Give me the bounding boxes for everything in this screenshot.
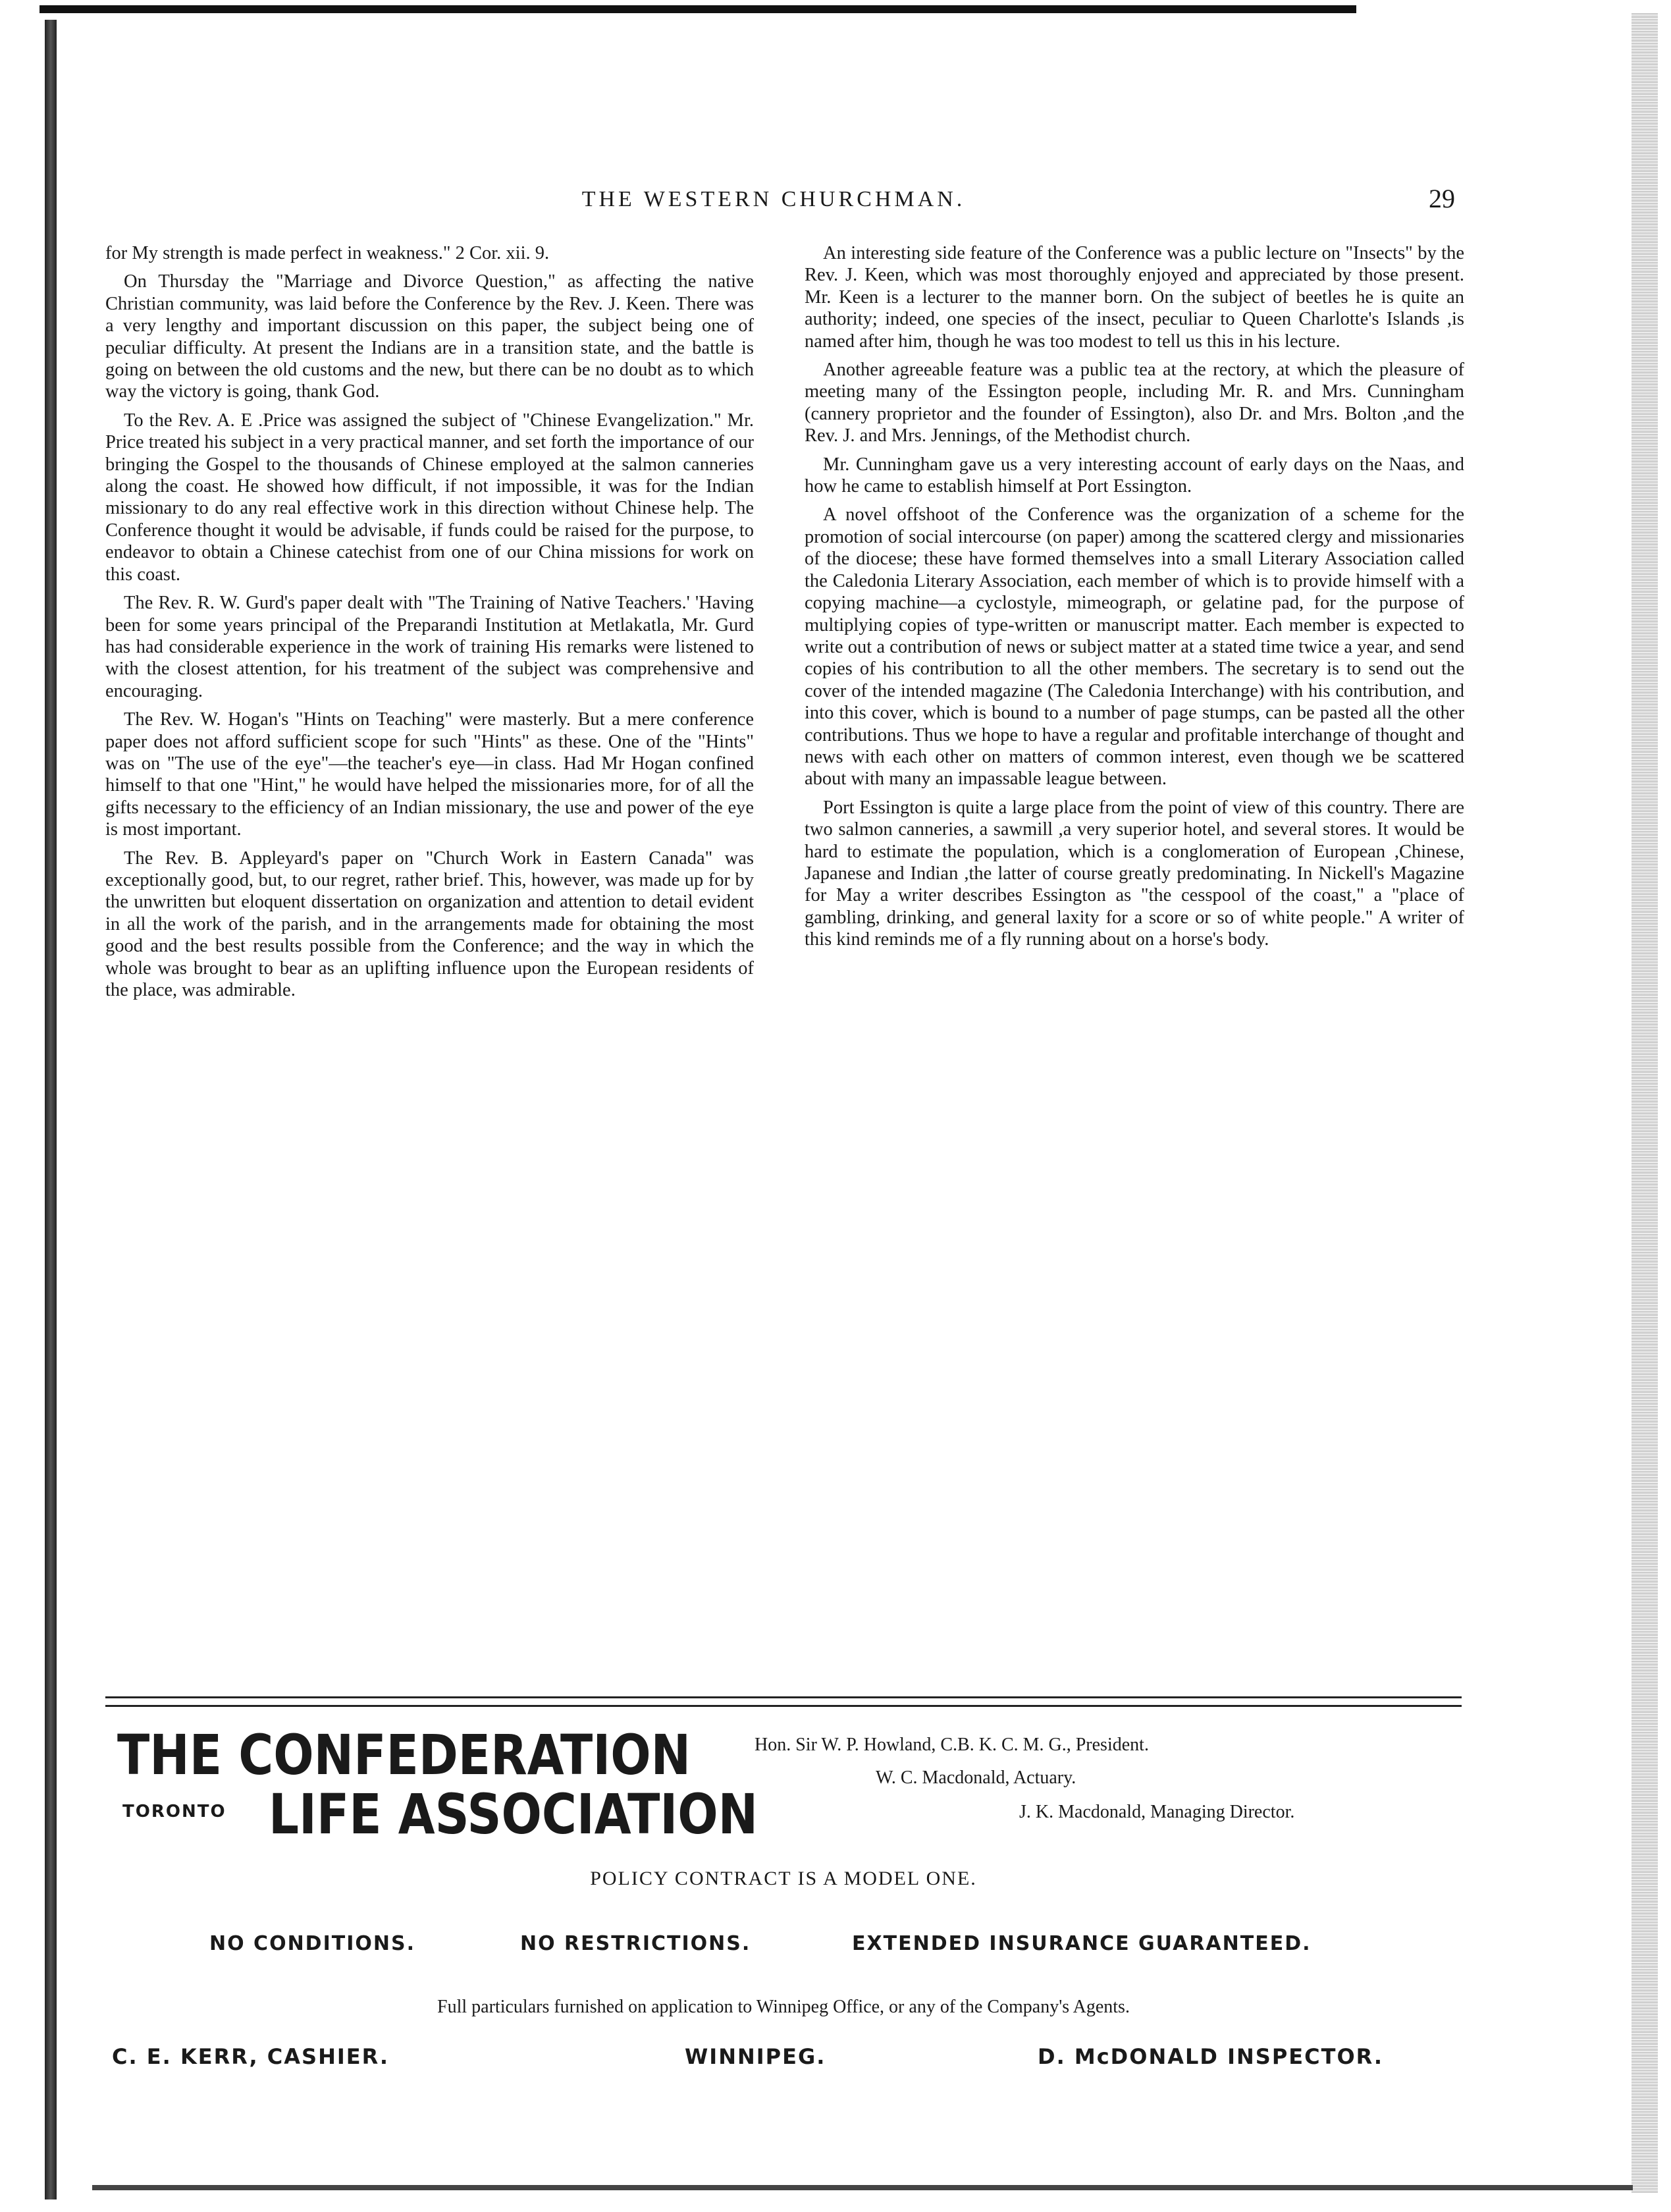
ad-feature: NO CONDITIONS.	[209, 1932, 415, 1955]
paragraph: The Rev. B. Appleyard's paper on "Church Work in Eastern Canada" was exceptionally good, but, to our regret, rather brief. This, however, was made up for by the unwritten but eloquent dissertation on organization and attention to detail evident in all the work of the parish, and in the arrangements made for obtaining the most good and the best results possible from the Conference; and the way in which the whole was brought to bear as an uplifting influence upon the European residents of the place, was admirable.	[105, 848, 754, 1000]
running-head: THE WESTERN CHURCHMAN.	[581, 187, 966, 211]
ad-footer-inspector: D. McDONALD INSPECTOR.	[1038, 2044, 1384, 2069]
ad-feature: NO RESTRICTIONS.	[520, 1932, 751, 1955]
left-column	[105, 242, 754, 1008]
page-header	[92, 183, 1455, 223]
ad-city: TORONTO	[122, 1802, 226, 1821]
ad-feature: EXTENDED INSURANCE GUARANTEED.	[852, 1932, 1312, 1955]
double-rule-divider	[105, 1696, 1462, 1707]
page-number: 29	[1429, 184, 1455, 213]
page-border-bottom	[92, 2185, 1633, 2190]
ad-footer-cashier: C. E. KERR, CASHIER.	[112, 2044, 389, 2069]
page-edge-shadow	[1631, 13, 1658, 2193]
paragraph: On Thursday the "Marriage and Divorce Question," as affecting the native Christian community, was laid before the Conference by the Rev. J. Keen. There was a very lengthy and important discussion on this paper, the subject being one of peculiar difficulty. At present the Indians are in a transition state, and the battle is going on between the old customs and the new, but there can be no doubt as to which way the victory is going, thank God.	[105, 271, 754, 402]
ad-company-name-line1: THE CONFEDERATION	[117, 1723, 691, 1787]
ad-company-name-line2: LIFE ASSOCIATION	[269, 1782, 758, 1847]
paragraph: The Rev. R. W. Gurd's paper dealt with "The Training of Native Teachers.' 'Having been for some years principal of the Preparandi Institution at Metlakatla, Mr. Gurd has had considerable experience in the work of training His remarks were listened to with the closest attention, for his treatment of the subject was comprehensive and encouraging.	[105, 593, 754, 701]
ad-particulars: Full particulars furnished on application to Winnipeg Office, or any of the Company's Agents.	[437, 1997, 1130, 2017]
paragraph: Another agreeable feature was a public tea at the rectory, at which the pleasure of meeting many of the Essington people, including Mr. R. and Mrs. Cunningham (cannery proprietor and the founder of Essington), also Dr. and Mrs. Bolton ,and the Rev. J. and Mrs. Jennings, of the Methodist church.	[805, 360, 1464, 446]
paragraph: To the Rev. A. E .Price was assigned the subject of "Chinese Evangelization." Mr. Price treated his subject in a very practical manner, and set forth the importance of our bringing the Gospel to the thousands of Chinese employed at the salmon canneries along the coast. He showed how difficult, if not impossible, it was for the Indian missionary to do any real effective work in this direction without Chinese help. The Conference thought it would be advisable, if funds could be raised for the purpose, to endeavor to obtain a Chinese catechist from one of our China missions for work on this coast.	[105, 410, 754, 585]
paragraph: An interesting side feature of the Conference was a public lecture on "Insects" by the Rev. J. Keen, which was most thoroughly enjoyed and appreciated by those present. Mr. Keen is a lecturer to the manner born. On the subject of beetles he is quite an authority; indeed, one species of the insect, peculiar to Queen Charlotte's Islands ,is named after him, though he was too modest to tell us this in his lecture.	[805, 243, 1464, 352]
ad-officer-actuary: W. C. Macdonald, Actuary.	[876, 1767, 1076, 1788]
ad-footer-city: WINNIPEG.	[685, 2044, 826, 2069]
right-column	[805, 242, 1464, 958]
paragraph: Mr. Cunningham gave us a very interesting account of early days on the Naas, and how he came to establish himself at Port Essington.	[805, 454, 1464, 497]
paragraph: Port Essington is quite a large place from the point of view of this country. There are two salmon canneries, a sawmill ,a very superior hotel, and several stores. It would be hard to estimate the population, which is a conglomeration of European ,Chinese, Japanese and Indian ,the latter of course greatly predominating. In Nickell's Magazine for May a writer describes Essington as "the cesspool of the coast," a "place of gambling, drinking, and general laxity for a score or so of white people." A writer of this kind reminds me of a fly running about on a horse's body.	[805, 797, 1464, 950]
paragraph: A novel offshoot of the Conference was the organization of a scheme for the promotion of social intercourse (on paper) among the scattered clergy and missionaries of the diocese; these have formed themselves into a small Literary Association called the Caledonia Literary Association, each member of which is to provide himself with a copying machine—a cyclostyle, mimeograph, or gelatine pad, for the purpose of multiplying copies of type-written or manuscript matter. Each member is expected to write out a contribution of news or subject matter at a stated time twice a year, and send copies of his contribution to all the other members. The secretary is to send out the cover of the intended magazine (The Caledonia Interchange) with his contribution, and into this cover, which is bound to a number of page stumps, can be pasted all the other contributions. Thus we hope to have a regular and profitable interchange of thought and news with each other on matters of common interest, even though we be scattered about with many an impassable league between.	[805, 504, 1464, 790]
page-border-top	[40, 5, 1356, 13]
paragraph: The Rev. W. Hogan's "Hints on Teaching" were masterly. But a mere conference paper does not afford sufficient scope for such "Hints" as these. One of the "Hints" was on "The use of the eye"—the teacher's eye—in class. Had Mr Hogan confined himself to that one "Hint," he would have helped the missionaries more, for of all the gifts necessary to the efficiency of an Indian missionary, the use and power of the eye is most important.	[105, 709, 754, 840]
ad-officer-president: Hon. Sir W. P. Howland, C.B. K. C. M. G., President.	[755, 1735, 1149, 1755]
ad-slogan: POLICY CONTRACT IS A MODEL ONE.	[590, 1868, 977, 1889]
page-border-left	[45, 20, 57, 2199]
ad-officer-director: J. K. Macdonald, Managing Director.	[1019, 1802, 1295, 1822]
advertisement	[105, 1712, 1462, 2186]
paragraph: for My strength is made perfect in weakness." 2 Cor. xii. 9.	[105, 243, 550, 263]
